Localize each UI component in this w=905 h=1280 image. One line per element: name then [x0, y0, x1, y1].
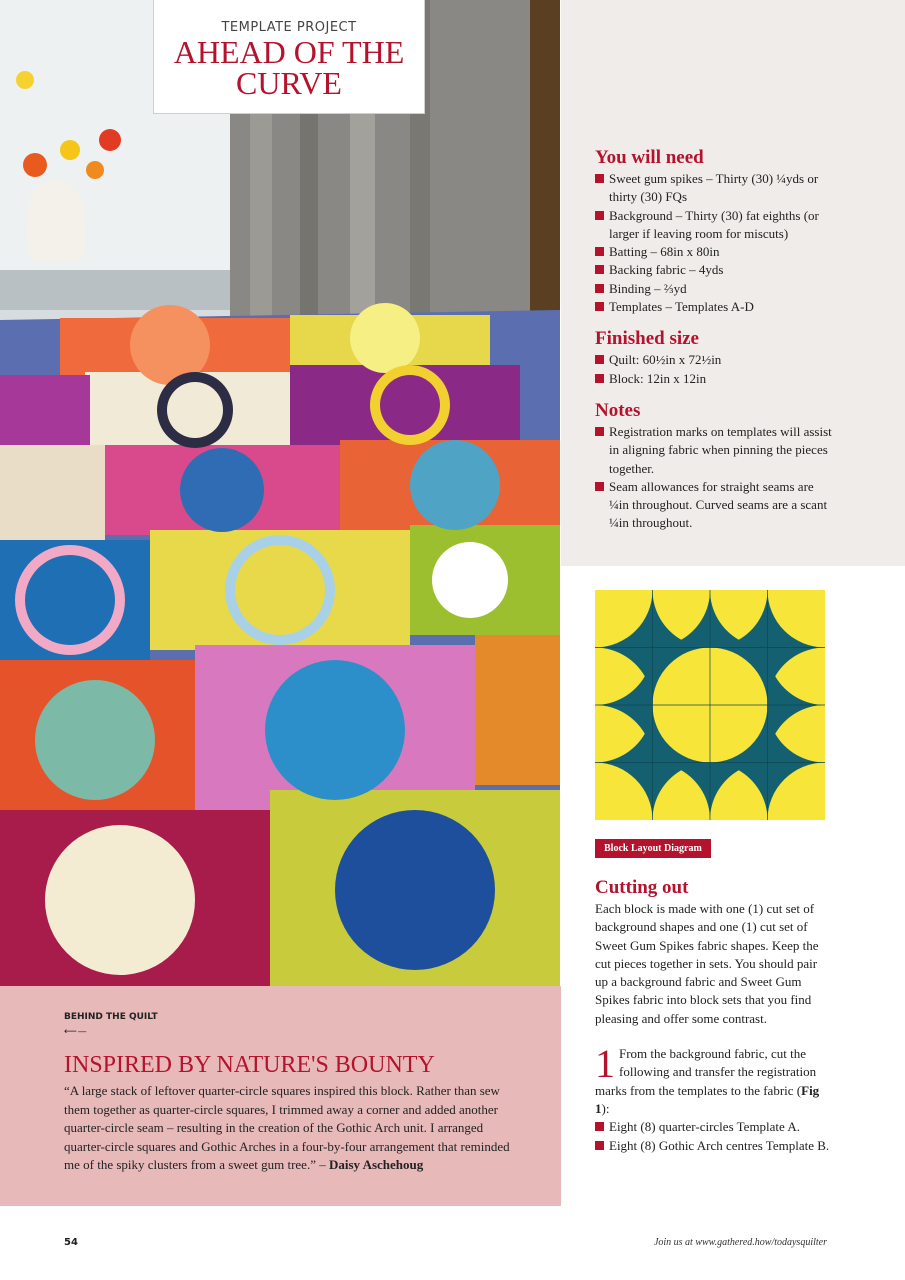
behind-the-quilt-title: INSPIRED BY NATURE'S BOUNTY	[64, 1052, 435, 1078]
list-item: Batting – 68in x 80in	[595, 243, 835, 261]
template-project-kicker: TEMPLATE PROJECT	[221, 20, 357, 35]
list-item: Eight (8) quarter-circles Template A.	[595, 1118, 831, 1136]
cutting-out-heading: Cutting out	[595, 877, 689, 898]
quote-author: Daisy Aschehoug	[328, 1157, 424, 1172]
list-item: Backing fabric – 4yds	[595, 261, 835, 279]
finished-size-list	[595, 351, 835, 388]
quote-text: “A large stack of leftover quarter-circle squares inspired this block. Rather than sew them together as quarter-circle squares, I trimmed away a corner and added another quarter-circle seam – resulting in the creation of the Gothic Arch unit. I arranged quarter-circle squares and Gothic Arches in a four-by-four arrangement that reminded me of the spiky clusters from a sweet gum tree.” –	[64, 1083, 510, 1172]
step-text-end: ):	[601, 1100, 610, 1116]
materials-content	[595, 147, 835, 545]
list-item: Registration marks on templates will assist in aligning fabric when pinning the pieces together.	[595, 423, 835, 478]
arrow-icon: ⟵ —	[64, 1027, 86, 1037]
block-diagram-svg	[595, 590, 825, 820]
step-1	[595, 1041, 831, 1118]
list-item: Background – Thirty (30) fat eighths (or larger if leaving room for miscuts)	[595, 207, 835, 244]
page-number: 54	[64, 1237, 78, 1248]
designer-quote	[64, 1082, 524, 1175]
list-item: Eight (8) Gothic Arch centres Template B.	[595, 1137, 831, 1155]
list-item: Templates – Templates A-D	[595, 298, 835, 316]
cutting-list	[595, 1118, 831, 1155]
block-layout-diagram	[595, 590, 825, 820]
notes-heading: Notes	[595, 399, 641, 421]
diagram-caption: Block Layout Diagram	[595, 839, 711, 858]
quilt-photo-illustration	[0, 0, 560, 986]
behind-the-quilt-label: BEHIND THE QUILT	[64, 1012, 158, 1022]
list-item: Quilt: 60½in x 72½in	[595, 351, 835, 369]
list-item: Sweet gum spikes – Thirty (30) ¼yds or thirty (30) FQs	[595, 170, 835, 207]
finished-size-heading: Finished size	[595, 328, 699, 350]
fig-reference: Fig 1	[595, 1082, 820, 1116]
page-title-line-1: AHEAD OF THE	[173, 34, 405, 70]
footer-text: Join us at www.gathered.how/todaysquilter	[653, 1237, 827, 1248]
step-text: From the background fabric, cut the following and transfer the registration marks from the templates to the fabric (	[595, 1046, 817, 1098]
you-will-need-heading: You will need	[595, 147, 704, 168]
step-number: 1	[595, 1041, 615, 1087]
list-item: Binding – ⅔yd	[595, 280, 835, 298]
notes-list	[595, 423, 835, 533]
page-title-line-2: CURVE	[236, 65, 342, 101]
you-will-need-list	[595, 170, 835, 316]
list-item: Block: 12in x 12in	[595, 370, 835, 388]
title-box	[153, 0, 425, 114]
list-item: Seam allowances for straight seams are ¼in throughout. Curved seams are a scant ¼in throughout.	[595, 478, 835, 533]
quilt-photo	[0, 0, 560, 986]
cutting-out-intro: Each block is made with one (1) cut set of background shapes and one (1) cut set of Sweet Gum Spikes fabric shapes. Keep the cut pieces together in sets. You should pair up a background fabric and Sweet Gum Spikes fabric into block sets that you find pleasing and offer some contrast.	[595, 901, 819, 1026]
cutting-out-section	[595, 877, 831, 1167]
